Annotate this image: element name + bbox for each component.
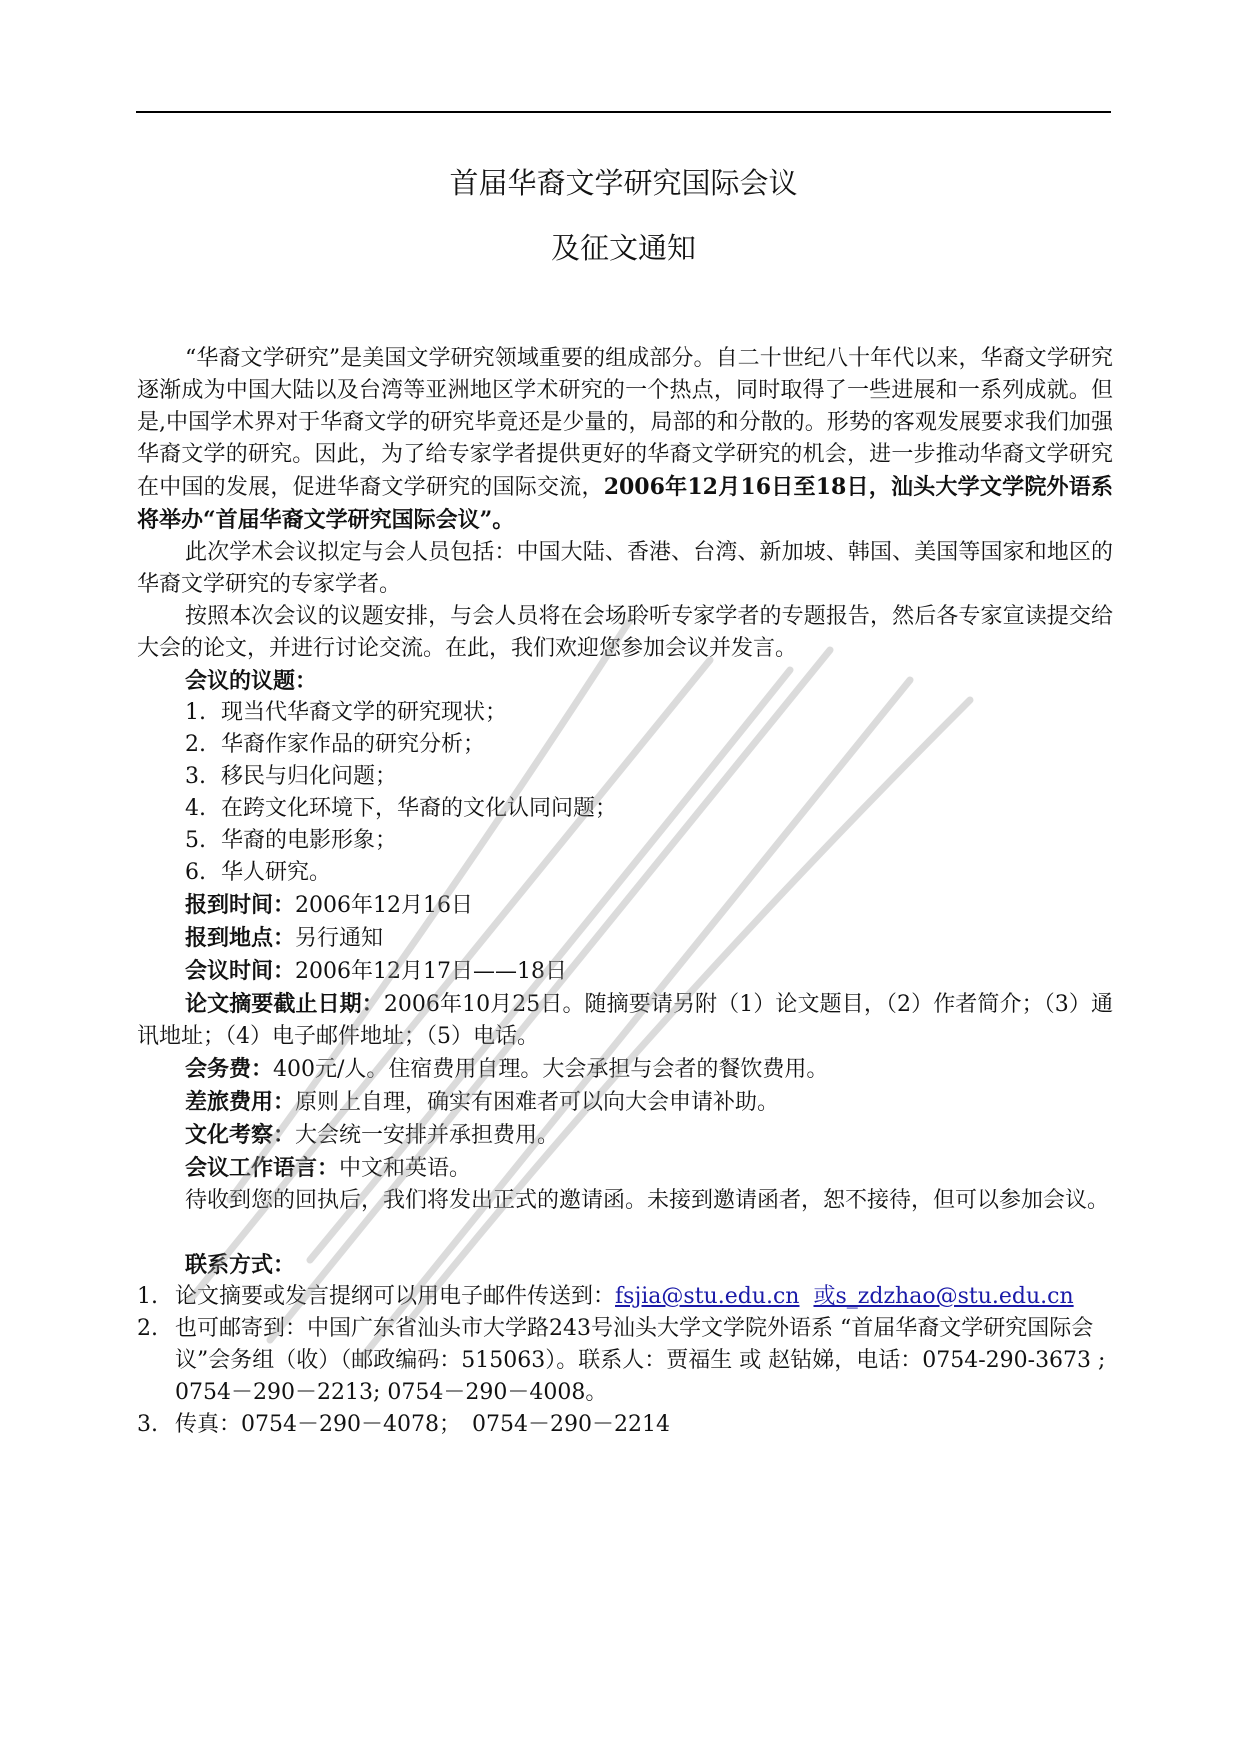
registration-place (137, 922, 1113, 955)
intro-text: “华裔文学研究”是美国文学研究领域重要的组成部分。自二十世纪八十年代以来，华裔文学研究逐渐成为中国大陆以及台湾等亚洲地区学术研究的一个热点，同时取得了一些进展和一系列成就。但是,中国学术界对于华裔文学的研究毕竟还是少量的，局部的和分散的。形势的客观发展要求我们加强华裔文学的研究。因此，为了给专家学者提供更好的华裔文学研究的机会，进一步推动华裔文学研究在中国的发展，促进华裔文学研究的国际交流， (137, 346, 1113, 500)
conference-time (137, 955, 1113, 988)
contact-list (137, 1281, 1113, 1441)
abstract-deadline (137, 988, 1113, 1053)
contact-number: 1. (137, 1284, 158, 1309)
cultural-visit-value: 大会统一安排并承担费用。 (295, 1123, 560, 1148)
arrangement-paragraph: 按照本次会议的议题安排，与会人员将在会场聆听专家学者的专题报告，然后各专家宣读提交给大会的论文，并进行讨论交流。在此，我们欢迎您参加会议并发言。 (137, 604, 1113, 661)
topic-item (185, 761, 1113, 793)
topic-text: 华人研究。 (221, 860, 332, 885)
conference-fee-value: 400元/人。住宿费用自理。大会承担与会者的餐饮费用。 (273, 1057, 829, 1082)
conference-fee (137, 1053, 1113, 1086)
email-or: 或 (813, 1284, 836, 1309)
mail-address-text: 也可邮寄到：中国广东省汕头市大学路243号汕头大学文学院外语系 “首届华裔文学研究国际会议”会务组（收）（邮政编码：515063）。联系人：贾福生 或 赵钻娣，电话：0754-290-3673 ; 0754－290－2213; 0754－290－4008。 (175, 1316, 1106, 1405)
contact-number: 2. (137, 1316, 158, 1341)
abstract-deadline-label: 论文摘要截止日期： (185, 991, 384, 1017)
registration-time (137, 889, 1113, 922)
travel-expenses-label: 差旅费用： (185, 1089, 296, 1115)
topic-number: 5. (185, 828, 206, 853)
invitation-notice: 待收到您的回执后，我们将发出正式的邀请函。未接到邀请函者，恕不接待，但可以参加会议。 (185, 1188, 1110, 1213)
topic-number: 1. (185, 700, 206, 725)
conference-time-label: 会议时间： (185, 958, 296, 984)
contact-item (137, 1313, 1113, 1409)
page-title: 首届华裔文学研究国际会议 (449, 166, 798, 200)
email-link-zdzhao[interactable]: s_zdzhao@stu.edu.cn (835, 1284, 1074, 1309)
registration-place-label: 报到地点： (185, 925, 296, 951)
email-link-fsjia[interactable]: fsjia@stu.edu.cn (615, 1284, 800, 1309)
topic-number: 4. (185, 796, 206, 821)
registration-time-label: 报到时间： (185, 892, 296, 918)
topic-item (185, 793, 1113, 825)
topic-item (185, 825, 1113, 857)
topic-text: 华裔作家作品的研究分析； (221, 732, 486, 757)
cultural-visit (137, 1119, 1113, 1152)
document-body (137, 343, 1113, 1441)
contact-heading: 联系方式： (185, 1252, 296, 1278)
participants-paragraph: 此次学术会议拟定与会人员包括：中国大陆、香港、台湾、新加坡、韩国、美国等国家和地区的华裔文学研究的专家学者。 (137, 540, 1113, 597)
working-language (137, 1152, 1113, 1185)
topic-text: 在跨文化环境下，华裔的文化认同问题； (221, 796, 618, 821)
topic-text: 移民与归化问题； (221, 764, 398, 789)
working-language-label: 会议工作语言： (185, 1155, 340, 1181)
topics-list (137, 697, 1113, 889)
registration-place-value: 另行通知 (295, 926, 384, 951)
contact-item (137, 1409, 1113, 1441)
travel-expenses-value: 原则上自理，确实有困难者可以向大会申请补助。 (295, 1090, 780, 1115)
fax-text: 传真：0754－290－4078； 0754－290－2214 (175, 1412, 670, 1437)
cultural-visit-label: 文化考察： (185, 1122, 296, 1148)
conference-time-value: 2006年12月17日——18日 (295, 959, 567, 984)
topic-text: 华裔的电影形象； (221, 828, 398, 853)
registration-time-value: 2006年12月16日 (295, 893, 473, 918)
topic-item (185, 729, 1113, 761)
header-rule (136, 111, 1111, 113)
topic-item (185, 697, 1113, 729)
topic-item (185, 857, 1113, 889)
working-language-value: 中文和英语。 (339, 1156, 472, 1181)
contact-text (175, 1281, 1074, 1313)
spacer (137, 1217, 1113, 1249)
topic-text: 现当代华裔文学的研究现状； (221, 700, 508, 725)
page-subtitle: 及征文通知 (550, 231, 696, 265)
travel-expenses (137, 1086, 1113, 1119)
conference-fee-label: 会务费： (185, 1056, 274, 1082)
contact-item (137, 1281, 1113, 1313)
topics-heading: 会议的议题： (185, 668, 318, 694)
intro-paragraph (137, 343, 1113, 537)
intro-highlight: 2006年12月16日至18日，汕头大学文学院外语系将举办“首届华裔文学研究国际会议”。 (137, 474, 1113, 533)
topic-number: 3. (185, 764, 206, 789)
email-instruction: 论文摘要或发言提纲可以用电子邮件传送到： (175, 1284, 616, 1309)
abstract-deadline-value: 2006年10月25日。随摘要请另附（1）论文题目，（2）作者简介；（3）通讯地址；（4）电子邮件地址；（5）电话。 (137, 992, 1113, 1049)
contact-number: 3. (137, 1412, 158, 1437)
topic-number: 6. (185, 860, 206, 885)
topic-number: 2. (185, 732, 206, 757)
